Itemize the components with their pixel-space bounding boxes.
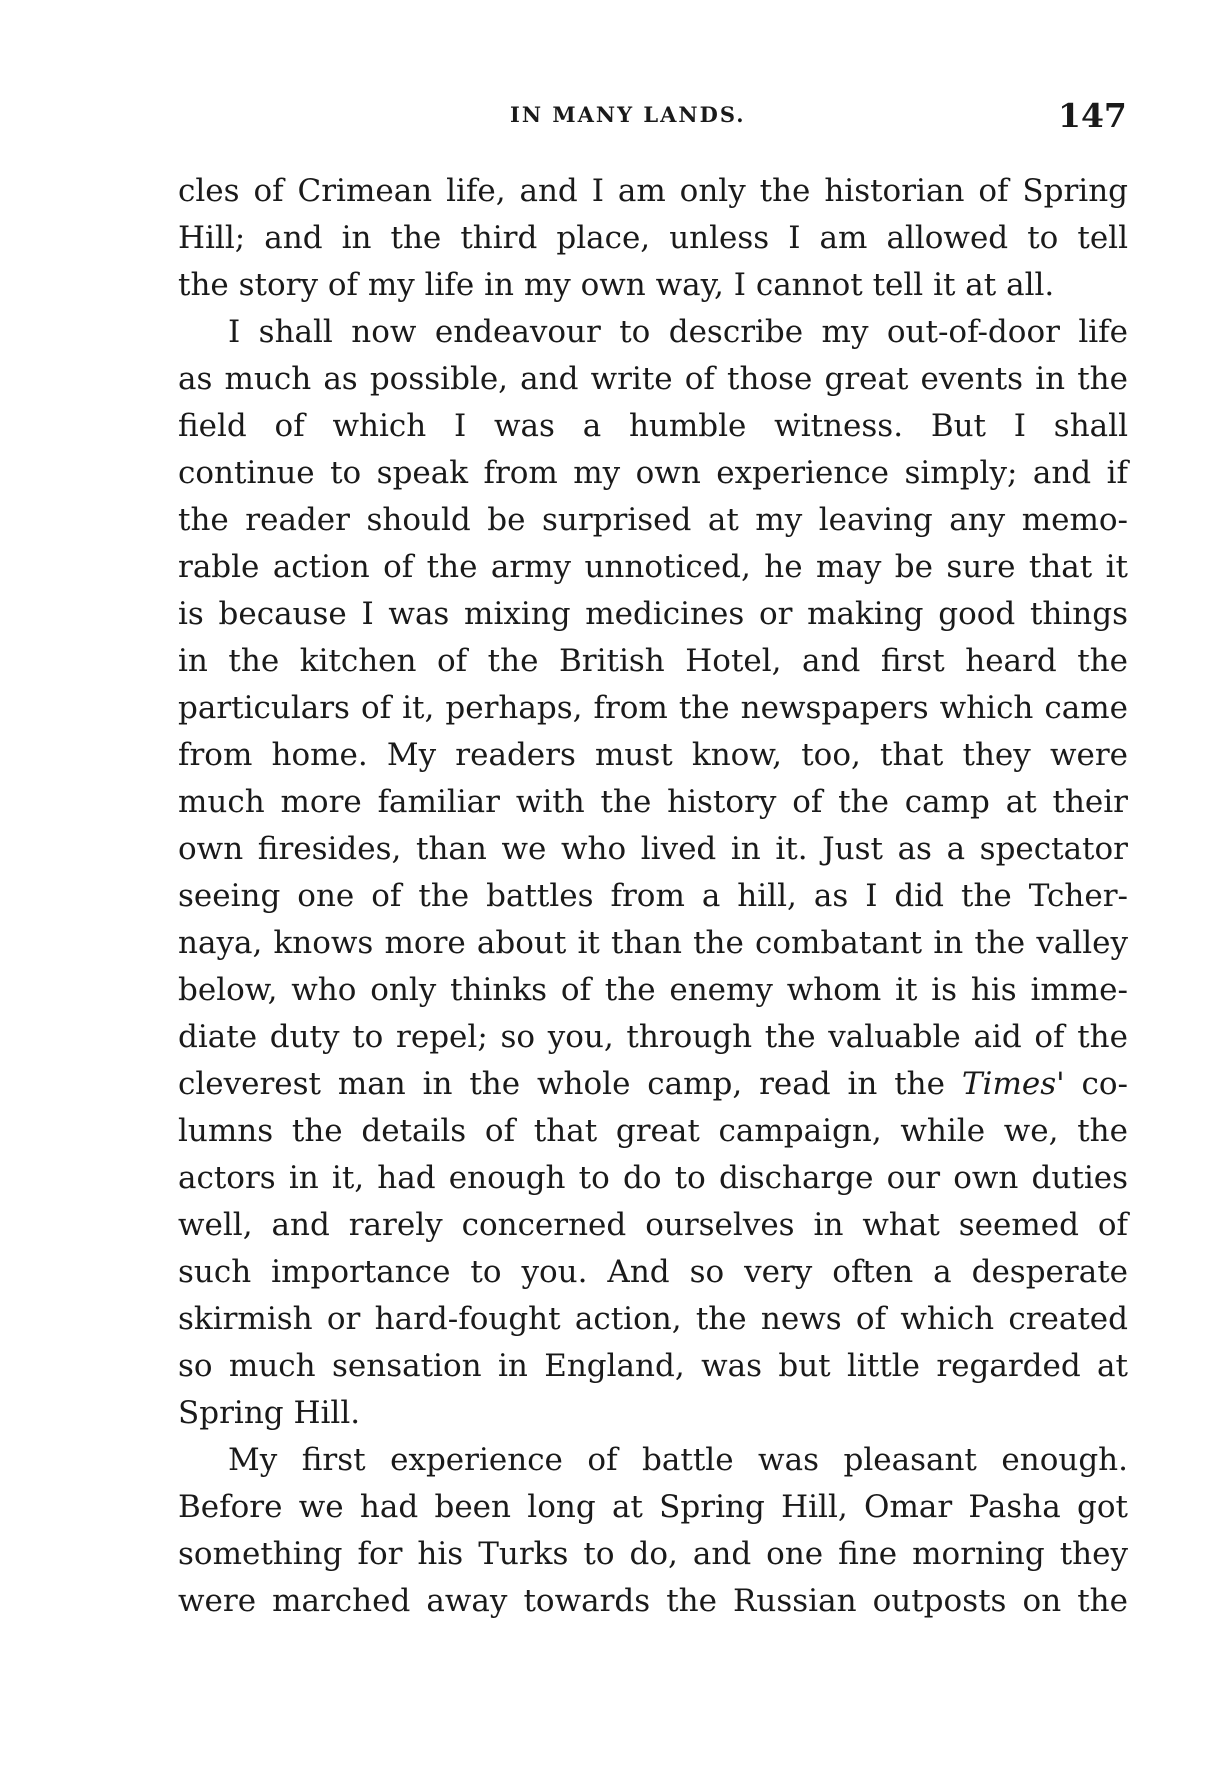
text-line: lumns the details of that great campaign, while we, the — [178, 1113, 1128, 1149]
text-line: well, and rarely concerned ourselves in what seemed of — [178, 1207, 1128, 1243]
text-line: continue to speak from my own experience simply; and if — [178, 455, 1128, 491]
text-line: Hill; and in the third place, unless I am allowed to tell — [178, 220, 1128, 256]
text-line: rable action of the army unnoticed, he may be sure that it — [178, 549, 1128, 585]
text-line: seeing one of the battles from a hill, as I did the Tcher- — [178, 878, 1128, 914]
text-line: were marched away towards the Russian outposts on the — [178, 1583, 1128, 1619]
text-line: in the kitchen of the British Hotel, and first heard the — [178, 643, 1128, 679]
text-line: as much as possible, and write of those great events in the — [178, 361, 1128, 397]
text-line: is because I was mixing medicines or making good things — [178, 596, 1128, 632]
text-line: field of which I was a humble witness. But I shall — [178, 408, 1128, 444]
text-line: from home. My readers must know, too, that they were — [178, 737, 1128, 773]
text-line: I shall now endeavour to describe my out-of-door life — [228, 314, 1128, 350]
body-text — [178, 168, 1128, 1625]
text-line: the story of my life in my own way, I cannot tell it at all. — [178, 267, 1055, 303]
page-number: 147 — [1058, 96, 1127, 135]
text-line: own firesides, than we who lived in it. Just as a spectator — [178, 831, 1128, 867]
italic-title: Times' — [961, 1066, 1065, 1102]
text-line: My first experience of battle was pleasant enough. — [228, 1442, 1128, 1478]
text-line: naya, knows more about it than the combatant in the valley — [178, 925, 1128, 961]
paragraph-3 — [178, 1437, 1128, 1625]
line-segment: co- — [1064, 1066, 1128, 1102]
running-head — [0, 96, 1217, 136]
text-line: diate duty to repel; so you, through the valuable aid of the — [178, 1019, 1128, 1055]
line-segment: cleverest man in the whole camp, read in the — [178, 1066, 945, 1102]
text-line: actors in it, had enough to do to discharge our own duties — [178, 1160, 1128, 1196]
text-line: skirmish or hard-fought action, the news of which created — [178, 1301, 1128, 1337]
text-line: the reader should be surprised at my leaving any memo- — [178, 502, 1128, 538]
paragraph-2 — [178, 309, 1128, 1437]
text-line: Before we had been long at Spring Hill, Omar Pasha got — [178, 1489, 1128, 1525]
paragraph-1 — [178, 168, 1128, 309]
text-line: such importance to you. And so very often a desperate — [178, 1254, 1128, 1290]
running-title: IN MANY LANDS. — [510, 102, 746, 127]
text-line: Spring Hill. — [178, 1395, 361, 1431]
text-line: much more familiar with the history of the camp at their — [178, 784, 1128, 820]
text-line: so much sensation in England, was but little regarded at — [178, 1348, 1128, 1384]
text-line: cles of Crimean life, and I am only the historian of Spring — [178, 173, 1128, 209]
text-line-with-italic — [178, 1061, 1128, 1108]
text-line: particulars of it, perhaps, from the newspapers which came — [178, 690, 1128, 726]
text-line: below, who only thinks of the enemy whom it is his imme- — [178, 972, 1128, 1008]
text-line: something for his Turks to do, and one fine morning they — [178, 1536, 1128, 1572]
